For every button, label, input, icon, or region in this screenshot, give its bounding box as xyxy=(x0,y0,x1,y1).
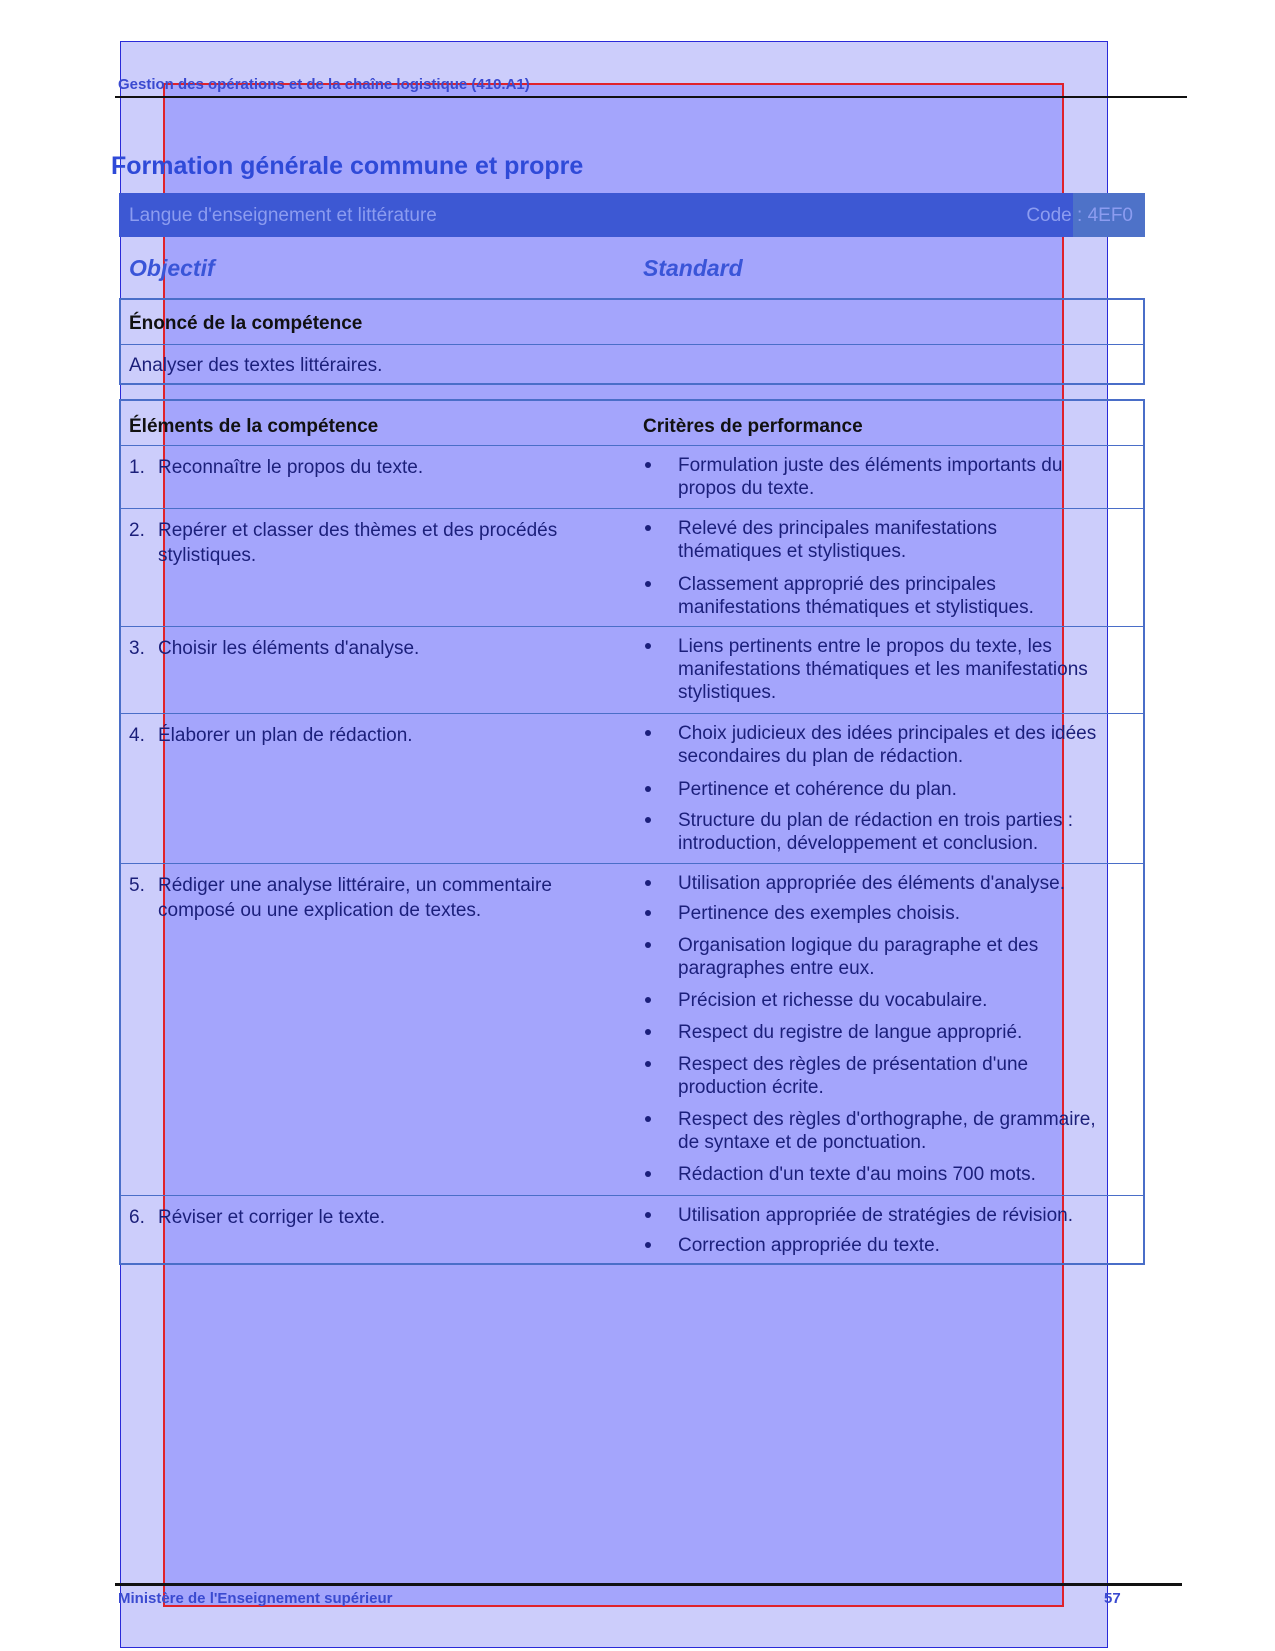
competence-statement-box xyxy=(119,298,1145,385)
criterion-text: Formulation juste des éléments importants du xyxy=(678,455,1063,476)
table-row xyxy=(121,713,1143,864)
criterion-text: Organisation logique du paragraphe et des xyxy=(678,935,1039,956)
table-row xyxy=(121,626,1143,714)
element-number: 3. xyxy=(129,638,145,659)
competence-header: Énoncé de la compétence xyxy=(129,313,363,334)
bullet-icon xyxy=(645,1116,651,1122)
bullet-icon xyxy=(645,817,651,823)
page-number: 57 xyxy=(1104,1590,1121,1607)
criterion-text: Structure du plan de rédaction en trois parties : xyxy=(678,810,1074,831)
table-row xyxy=(121,863,1143,1196)
bullet-icon xyxy=(645,1242,651,1248)
table-row xyxy=(121,445,1143,509)
bullet-icon xyxy=(645,581,651,587)
criterion-text: Choix judicieux des idées principales et des idées xyxy=(678,723,1097,744)
course-code-label: Code : xyxy=(1026,205,1083,226)
bullet-icon xyxy=(645,1061,651,1067)
criterion-text: Respect des règles de présentation d'une xyxy=(678,1054,1029,1075)
bullet-icon xyxy=(645,1029,651,1035)
competence-divider xyxy=(121,344,1143,345)
criterion-text: manifestations thématiques et les manifestations xyxy=(678,659,1088,680)
criterion-text: paragraphes entre eux. xyxy=(678,958,875,979)
footer-rule xyxy=(115,1583,1182,1586)
criterion-text: Pertinence et cohérence du plan. xyxy=(678,779,957,800)
element-text: Reconnaître le propos du texte. xyxy=(158,457,424,478)
criterion-text: Respect du registre de langue approprié. xyxy=(678,1022,1023,1043)
course-name: Langue d'enseignement et littérature xyxy=(129,205,437,226)
criterion-text: Liens pertinents entre le propos du texte, les xyxy=(678,636,1052,657)
criterion-text: Relevé des principales manifestations xyxy=(678,518,997,539)
criterion-text: manifestations thématiques et stylistiques. xyxy=(678,597,1034,618)
footer-ministry: Ministère de l'Enseignement supérieur xyxy=(118,1590,393,1607)
bullet-icon xyxy=(645,942,651,948)
standard-label: Standard xyxy=(643,255,743,281)
element-number: 2. xyxy=(129,520,145,541)
criterion-text: Classement approprié des principales xyxy=(678,574,996,595)
header-rule xyxy=(115,96,1187,98)
element-text: Rédiger une analyse littéraire, un commentaire xyxy=(158,875,552,896)
element-text: Élaborer un plan de rédaction. xyxy=(158,725,413,746)
element-number: 6. xyxy=(129,1207,145,1228)
elements-criteria-table xyxy=(119,399,1145,1265)
element-text: Repérer et classer des thèmes et des procédés xyxy=(158,520,558,541)
bullet-icon xyxy=(645,1212,651,1218)
course-code xyxy=(1026,205,1133,227)
section-title: Formation générale commune et propre xyxy=(111,152,584,180)
bullet-icon xyxy=(645,525,651,531)
element-number: 4. xyxy=(129,725,145,746)
criterion-text: de syntaxe et de ponctuation. xyxy=(678,1132,927,1153)
table-row xyxy=(121,508,1143,627)
bullet-icon xyxy=(645,462,651,468)
criterion-text: Utilisation appropriée de stratégies de révision. xyxy=(678,1205,1073,1226)
competence-statement: Analyser des textes littéraires. xyxy=(129,355,383,376)
bullet-icon xyxy=(645,910,651,916)
criterion-text: stylistiques. xyxy=(678,682,777,703)
element-text: stylistiques. xyxy=(158,545,257,566)
elements-header: Éléments de la compétence xyxy=(129,416,379,437)
criterion-text: Correction appropriée du texte. xyxy=(678,1235,940,1256)
element-number: 5. xyxy=(129,875,145,896)
objective-label: Objectif xyxy=(129,255,215,281)
bullet-icon xyxy=(645,880,651,886)
criterion-text: Rédaction d'un texte d'au moins 700 mots. xyxy=(678,1164,1036,1185)
course-bar xyxy=(119,193,1145,237)
bullet-icon xyxy=(645,1171,651,1177)
criterion-text: Pertinence des exemples choisis. xyxy=(678,903,960,924)
criterion-text: Précision et richesse du vocabulaire. xyxy=(678,990,988,1011)
criterion-text: introduction, développement et conclusion. xyxy=(678,833,1039,854)
criterion-text: thématiques et stylistiques. xyxy=(678,541,907,562)
bullet-icon xyxy=(645,786,651,792)
criterion-text: propos du texte. xyxy=(678,478,815,499)
element-text: Réviser et corriger le texte. xyxy=(158,1207,386,1228)
criterion-text: Respect des règles d'orthographe, de grammaire, xyxy=(678,1109,1096,1130)
bullet-icon xyxy=(645,643,651,649)
criterion-text: secondaires du plan de rédaction. xyxy=(678,746,964,767)
criterion-text: Utilisation appropriée des éléments d'analyse. xyxy=(678,873,1066,894)
bullet-icon xyxy=(645,730,651,736)
table-row xyxy=(121,1195,1143,1268)
element-text: composé ou une explication de textes. xyxy=(158,900,482,921)
criterion-text: production écrite. xyxy=(678,1077,824,1098)
bullet-icon xyxy=(645,997,651,1003)
element-number: 1. xyxy=(129,457,145,478)
running-header: Gestion des opérations et de la chaîne logistique (410.A1) xyxy=(118,76,530,93)
course-code-value: 4EF0 xyxy=(1087,205,1133,226)
criteria-header: Critères de performance xyxy=(643,416,863,437)
element-text: Choisir les éléments d'analyse. xyxy=(158,638,420,659)
